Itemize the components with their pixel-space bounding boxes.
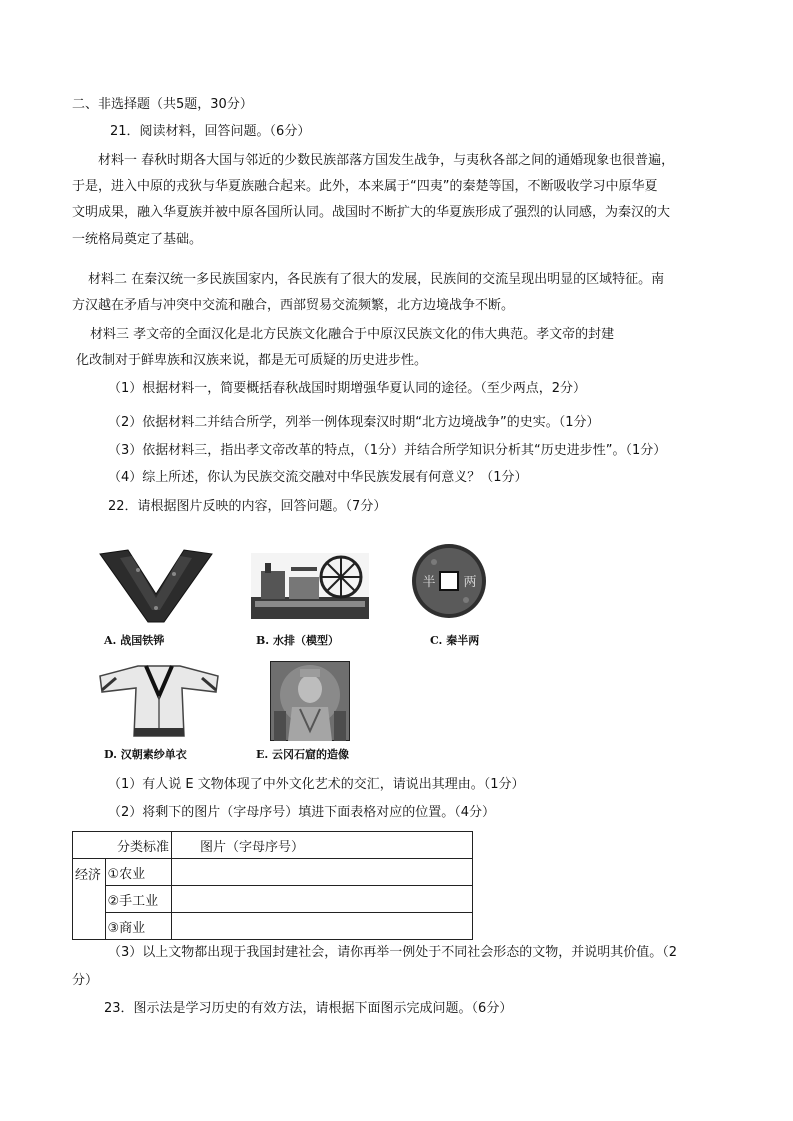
q22-sub1: （1）有人说 E 文物体现了中外文化艺术的交汇，请说出其理由。（1分） bbox=[108, 777, 525, 792]
q21-material3-line1: 材料三 孝文帝的全面汉化是北方民族文化融合于中原汉民族文化的伟大典范。孝文帝的封建 bbox=[90, 327, 615, 342]
q21-material2-line2: 方汉越在矛盾与冲突中交流和融合，西部贸易交流频繁，北方边境战争不断。 bbox=[72, 298, 515, 313]
q21-sub2: （2）依据材料二并结合所学，列举一例体现秦汉时期“北方边境战争”的史实。（1分） bbox=[108, 415, 600, 430]
group-economy: 经济 bbox=[73, 859, 106, 940]
water-bellows-model-image bbox=[251, 553, 369, 619]
q21-stem: 21．阅读材料，回答问题。（6分） bbox=[110, 124, 311, 139]
q21-material1-line1: 材料一 春秋时期各大国与邻近的少数民族部落方国发生战争，与夷秋各部之间的通婚现象也很普遍， bbox=[98, 153, 675, 168]
q21-sub4: （4）综上所述，你认为民族交流交融对中华民族发展有何意义？（1分） bbox=[108, 470, 528, 485]
row-label-agriculture: ①农业 bbox=[105, 859, 172, 886]
q21-sub1: （1）根据材料一，简要概括春秋战国时期增强华夏认同的途径。（至少两点，2分） bbox=[108, 381, 587, 396]
classification-table bbox=[72, 831, 473, 940]
q21-material2-line1: 材料二 在秦汉统一多民族国家内，各民族有了很大的发展，民族间的交流呈现出明显的区域特征。南 bbox=[88, 272, 665, 287]
q21-material3-line2: 化改制对于鲜卑族和汉族来说，都是无可质疑的历史进步性。 bbox=[76, 353, 428, 368]
q21-material1-line4: 一统格局奠定了基础。 bbox=[72, 232, 203, 247]
header-pictures: 图片（字母序号） bbox=[172, 832, 473, 859]
row-label-handicraft: ②手工业 bbox=[105, 886, 172, 913]
answer-cell-handicraft[interactable] bbox=[172, 886, 473, 913]
q21-material1-line3: 文明成果，融入华夏族并被中原各国所认同。战国时不断扩大的华夏族形成了强烈的认同感，为秦汉的大 bbox=[72, 205, 671, 220]
q22-sub3-line1: （3）以上文物都出现于我国封建社会，请你再举一例处于不同社会形态的文物，并说明其价值。（2 bbox=[108, 945, 678, 960]
table-header-row bbox=[73, 832, 473, 859]
answer-cell-agriculture[interactable] bbox=[172, 859, 473, 886]
yungang-grotto-statue-image bbox=[270, 661, 350, 741]
coin-char-ban: 半 bbox=[422, 575, 436, 590]
section-title: 二、非选择题（共5题，30分） bbox=[72, 97, 253, 112]
q23-stem: 23．图示法是学习历史的有效方法，请根据下面图示完成问题。（6分） bbox=[104, 1001, 513, 1016]
coin-char-liang: 两 bbox=[463, 575, 477, 590]
q22-sub2: （2）将剩下的图片（字母序号）填进下面表格对应的位置。（4分） bbox=[108, 805, 496, 820]
table-row bbox=[73, 913, 473, 940]
table-corner-cell bbox=[73, 832, 106, 859]
q21-material1-line2: 于是，进入中原的戎狄与华夏族融合起来。此外，本来属于“四夷”的秦楚等国，不断吸收学习中原华夏 bbox=[72, 179, 658, 194]
q22-sub3-line2: 分） bbox=[72, 973, 99, 988]
caption-d: D. 汉朝素纱单衣 bbox=[104, 748, 187, 761]
table-row bbox=[73, 859, 473, 886]
caption-e: E. 云冈石窟的造像 bbox=[256, 748, 350, 761]
caption-a: A. 战国铁铧 bbox=[104, 634, 165, 647]
table-row bbox=[73, 886, 473, 913]
q21-sub3: （3）依据材料三，指出孝文帝改革的特点，（1分）并结合所学知识分析其“历史进步性”。（1分） bbox=[108, 443, 667, 458]
silk-gauze-garment-image bbox=[98, 662, 220, 740]
row-label-commerce: ③商业 bbox=[105, 913, 172, 940]
qin-banliang-coin-image bbox=[410, 542, 488, 620]
header-category: 分类标准 bbox=[105, 832, 172, 859]
q22-stem: 22．请根据图片反映的内容，回答问题。（7分） bbox=[108, 499, 387, 514]
answer-cell-commerce[interactable] bbox=[172, 913, 473, 940]
iron-plowshare-image bbox=[98, 548, 214, 626]
caption-c: C. 秦半两 bbox=[430, 634, 480, 647]
caption-b: B. 水排（模型） bbox=[256, 634, 339, 647]
